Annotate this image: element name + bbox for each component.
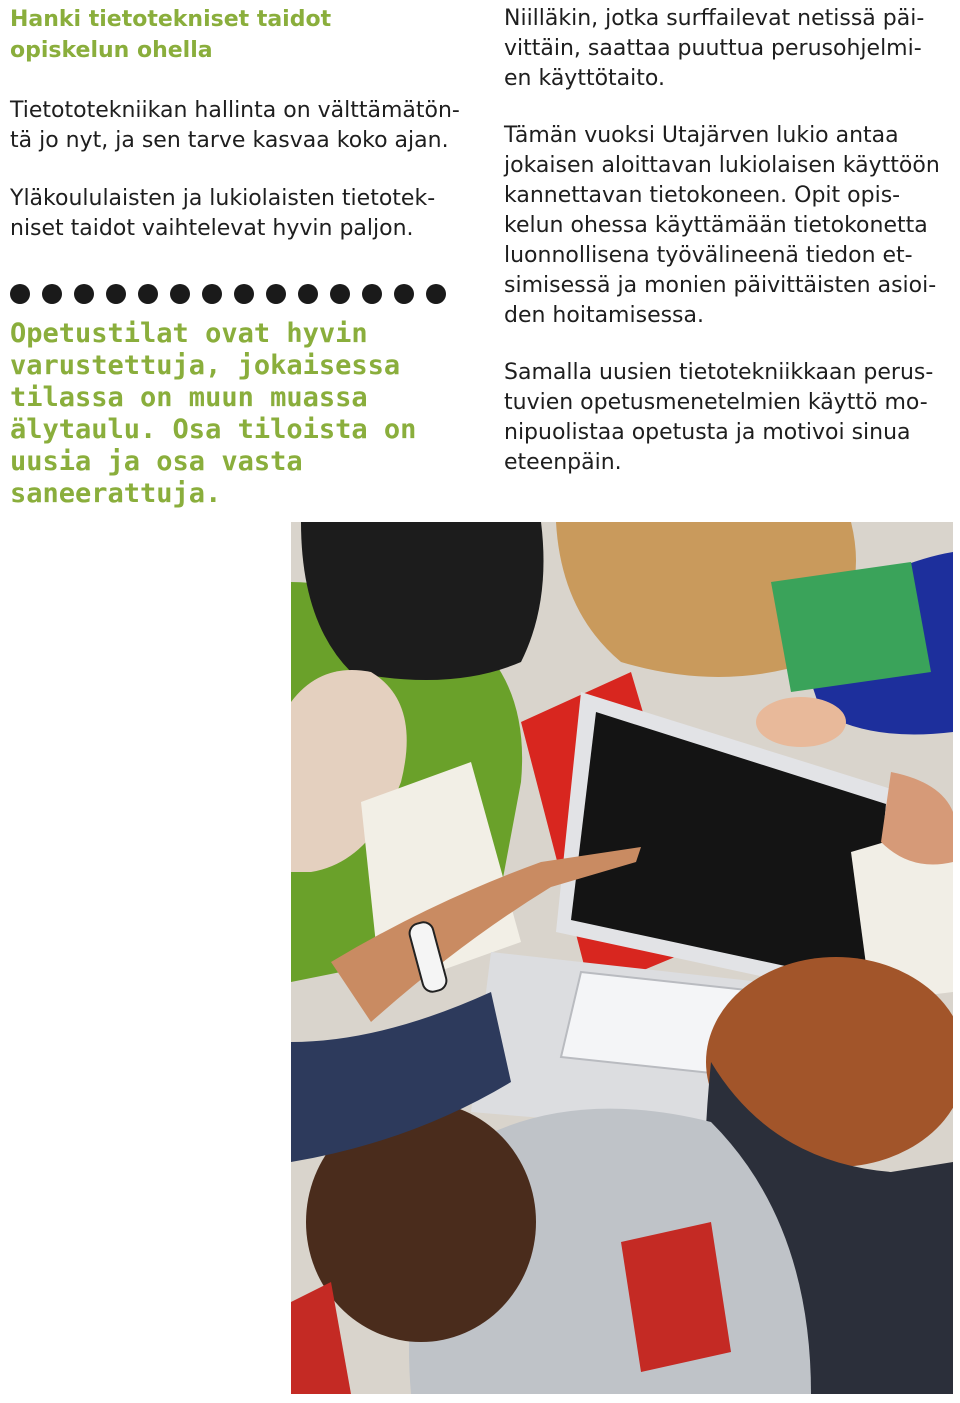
intro-paragraph-2: Yläkoululaisten ja lukiolaisten tietotek- niset taidot vaihtelevat hyvin paljon. (10, 186, 436, 241)
divider-dot-icon (42, 284, 62, 304)
divider-dot-icon (74, 284, 94, 304)
body-paragraph-1: Niilläkin, jotka surffailevat netissä päi- vittäin, saattaa puuttua perusohjelmi- en käyttötaito. (504, 6, 925, 91)
divider-dot-icon (10, 284, 30, 304)
section-heading: Hanki tietotekniset taidot opiskelun ohella (10, 7, 332, 63)
divider-dot-icon (362, 284, 382, 304)
divider-dot-icon (170, 284, 190, 304)
divider-dot-icon (266, 284, 286, 304)
left-column (10, 4, 480, 510)
divider-dot-icon (234, 284, 254, 304)
students-laptop-photo (291, 522, 953, 1394)
intro-paragraph-1: Tietototekniikan hallinta on välttämätön- tä jo nyt, ja sen tarve kasvaa koko ajan. (10, 98, 460, 153)
divider-dot-icon (106, 284, 126, 304)
divider-dot-icon (394, 284, 414, 304)
divider-dot-icon (298, 284, 318, 304)
divider-dot-icon (426, 284, 446, 304)
body-paragraph-2: Tämän vuoksi Utajärven lukio antaa jokaisen aloittavan lukiolaisen käyttöön kannettavan tietokoneen. Opit opis- kelun ohessa käyttämään tietokonetta luonnollisena työvälineenä tiedon et- simisessä ja monien päivittäisten asioi- den hoitamisessa. (504, 123, 940, 328)
right-column (504, 4, 954, 505)
divider-dot-icon (330, 284, 350, 304)
photo-illustration (291, 522, 953, 1394)
divider-dot-icon (202, 284, 222, 304)
divider-dot-icon (138, 284, 158, 304)
highlight-quote: Opetustilat ovat hyvin varustettuja, jokaisessa tilassa on muun muassa älytaulu. Osa tiloista on uusia ja osa vasta saneerattuja. (10, 318, 417, 509)
body-paragraph-3: Samalla uusien tietotekniikkaan perus- tuvien opetusmenetelmien käyttö mo- nipuolistaa opetusta ja motivoi sinua eteenpäin. (504, 360, 934, 475)
dot-divider (10, 284, 480, 304)
